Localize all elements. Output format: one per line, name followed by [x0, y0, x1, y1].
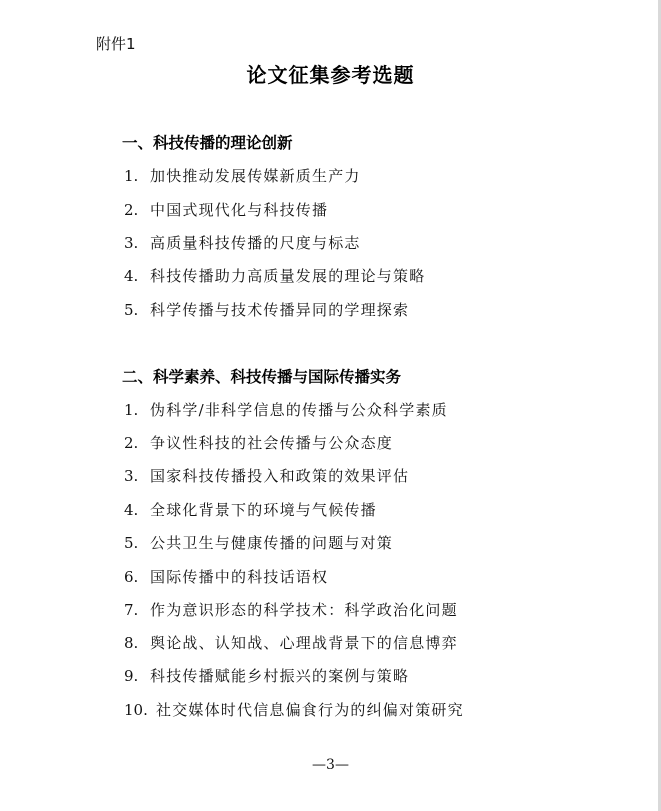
attachment-label: 附件1 [96, 35, 136, 53]
list-item [124, 399, 448, 421]
list-item [124, 566, 328, 588]
list-item-text: 公共卫生与健康传播的问题与对策 [150, 534, 394, 552]
list-item-text: 中国式现代化与科技传播 [150, 201, 329, 219]
list-item-number: 6. [124, 568, 139, 586]
list-item [124, 532, 393, 554]
list-item [124, 432, 393, 454]
list-item-number: 1. [124, 401, 139, 419]
list-item-number: 1. [124, 167, 139, 185]
list-item [124, 465, 409, 487]
list-item-text: 伪科学/非科学信息的传播与公众科学素质 [150, 401, 448, 419]
list-item-text: 高质量科技传播的尺度与标志 [150, 234, 361, 252]
list-item [124, 165, 361, 187]
list-item-number: 5. [124, 301, 139, 319]
list-item [124, 699, 464, 721]
list-item-number: 4. [124, 267, 139, 285]
list-item [124, 665, 409, 687]
list-item-text: 加快推动发展传媒新质生产力 [150, 167, 361, 185]
list-item-number: 8. [124, 634, 139, 652]
list-item-number: 10. [124, 701, 148, 719]
list-item-text: 国际传播中的科技话语权 [150, 568, 329, 586]
list-item [124, 599, 458, 621]
list-item [124, 299, 409, 321]
list-item-text: 科技传播赋能乡村振兴的案例与策略 [150, 667, 410, 685]
list-item [124, 199, 328, 221]
list-item-number: 3. [124, 234, 139, 252]
list-item-number: 7. [124, 601, 139, 619]
page-title: 论文征集参考选题 [246, 63, 415, 87]
list-item-text: 舆论战、认知战、心理战背景下的信息博弈 [150, 634, 458, 652]
list-item [124, 632, 458, 654]
list-item-number: 9. [124, 667, 139, 685]
list-item-number: 4. [124, 501, 139, 519]
page-number: —3— [312, 757, 349, 773]
section-heading-2: 二、科学素养、科技传播与国际传播实务 [122, 368, 402, 386]
list-item-text: 全球化背景下的环境与气候传播 [150, 501, 377, 519]
section-heading-1: 一、科技传播的理论创新 [122, 134, 293, 152]
list-item-text: 科技传播助力高质量发展的理论与策略 [150, 267, 426, 285]
list-item-text: 作为意识形态的科学技术：科学政治化问题 [150, 601, 458, 619]
list-item [124, 232, 361, 254]
list-item-number: 3. [124, 467, 139, 485]
list-item-number: 2. [124, 201, 139, 219]
list-item-number: 5. [124, 534, 139, 552]
list-item-text: 国家科技传播投入和政策的效果评估 [150, 467, 410, 485]
list-item [124, 265, 425, 287]
list-item-text: 社交媒体时代信息偏食行为的纠偏对策研究 [156, 701, 464, 719]
list-item-text: 争议性科技的社会传播与公众态度 [150, 434, 394, 452]
list-item-number: 2. [124, 434, 139, 452]
list-item-text: 科学传播与技术传播异同的学理探索 [150, 301, 410, 319]
list-item [124, 499, 377, 521]
